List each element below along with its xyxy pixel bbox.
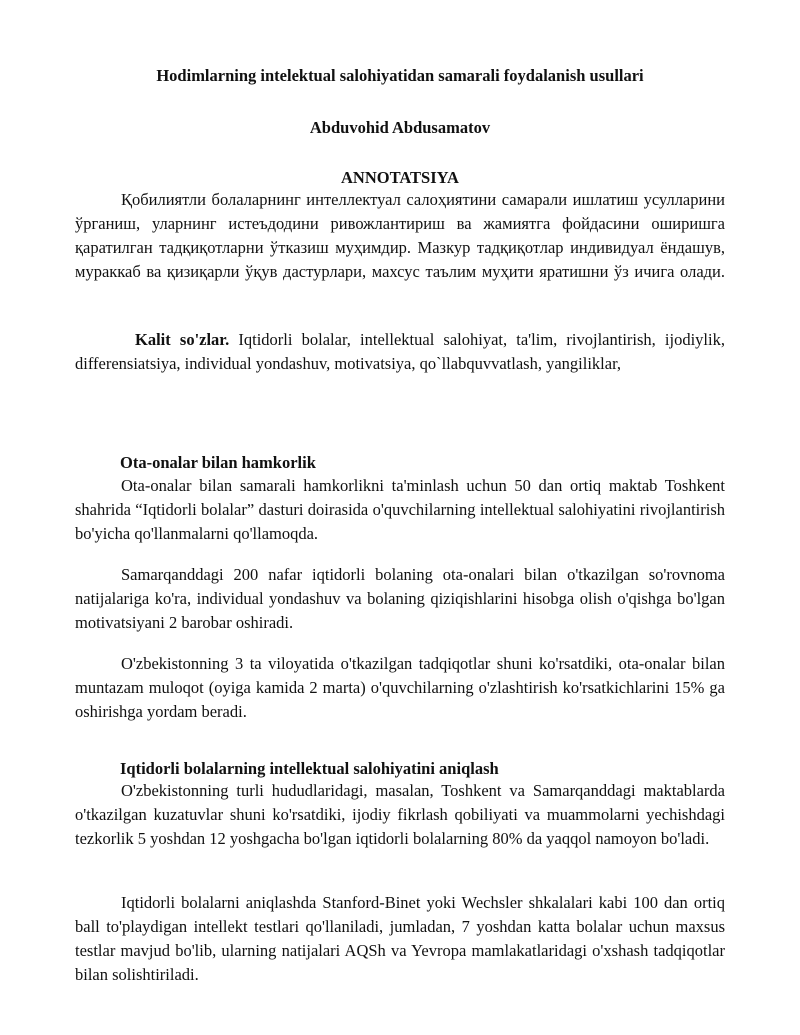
paragraph: Samarqanddagi 200 nafar iqtidorli bolaning ota-onalari bilan o'tkazilgan so'rovnoma natijalariga ko'ra, individual yondashuv va bolaning qiziqishlarini hisobga olish o'qishga bo'lgan motivatsiyani 2 barobar oshiradi. [75, 565, 725, 632]
section-heading-parents: Ota-onalar bilan hamkorlik [120, 453, 316, 472]
paragraph: Ota-onalar bilan samarali hamkorlikni ta'minlash uchun 50 dan ortiq maktab Toshkent shahrida “Iqtidorli bolalar” dasturi doirasida o'quvchilarning intellektual salohiyatini rivojlantirish bo'yicha qo'llanmalarni qo'llamoqda. [75, 476, 725, 543]
keywords-text: Iqtidorli bolalar, intellektual salohiyat, ta'lim, rivojlantirish, ijodiylik, differensiatsiya, individual yondashuv, motivatsiya, qo`llabquvvatlash, yangiliklar, [75, 330, 725, 373]
annotation-text: Қобилиятли болаларнинг интеллектуал салоҳиятини самарали ишлатиш усулларини ўрганиш, уларнинг истеъдодини ривожлантириш ва жамиятга фойдасини оширишга қаратилган тадқиқотларни ўтказиш муҳимдир. Мазкур тадқиқотлар индивидуал ёндашув, мураккаб ва қизиқарли ўқув дастурлари, махсус таълим муҳити яратишни ўз ичига олади. [75, 190, 725, 281]
document-title: Hodimlarning intelektual salohiyatidan samarali foydalanish usullari [156, 66, 644, 85]
author-name: Abduvohid Abdusamatov [309, 118, 491, 137]
section-heading-identification: Iqtidorli bolalarning intellektual salohiyatini aniqlash [120, 759, 499, 778]
paragraph: Iqtidorli bolalarni aniqlashda Stanford-Binet yoki Wechsler shkalalari kabi 100 dan ortiq ball to'playdigan intellekt testlari qo'llaniladi, jumladan, 7 yoshdan katta bolalar uchun maxsus testlar mavjud bo'lib, ularning natijalari AQSh va Yevropa mamlakatlaridagi o'xshash tadqiqotlar bilan solishtiriladi. [75, 893, 725, 984]
keywords-paragraph [75, 328, 725, 376]
paragraph: O'zbekistonning 3 ta viloyatida o'tkazilgan tadqiqotlar shuni ko'rsatdiki, ota-onalar bilan muntazam muloqot (oyiga kamida 2 marta) o'quvchilarning o'zlashtirish ko'rsatkichlarini 15% ga oshirishga yordam beradi. [75, 654, 725, 721]
paragraph: O'zbekistonning turli hududlaridagi, masalan, Toshkent va Samarqanddagi maktablarda o'tkazilgan kuzatuvlar shuni ko'rsatdiki, ijodiy fikrlash qobiliyati va muammolarni yechishdagi tezkorlik 5 yoshdan 12 yoshgacha bo'lgan iqtidorli bolalarning 80% da yaqqol namoyon bo'ladi. [75, 781, 725, 848]
annotation-heading: ANNOTATSIYA [341, 168, 459, 187]
keywords-label: Kalit so'zlar. [135, 330, 230, 349]
